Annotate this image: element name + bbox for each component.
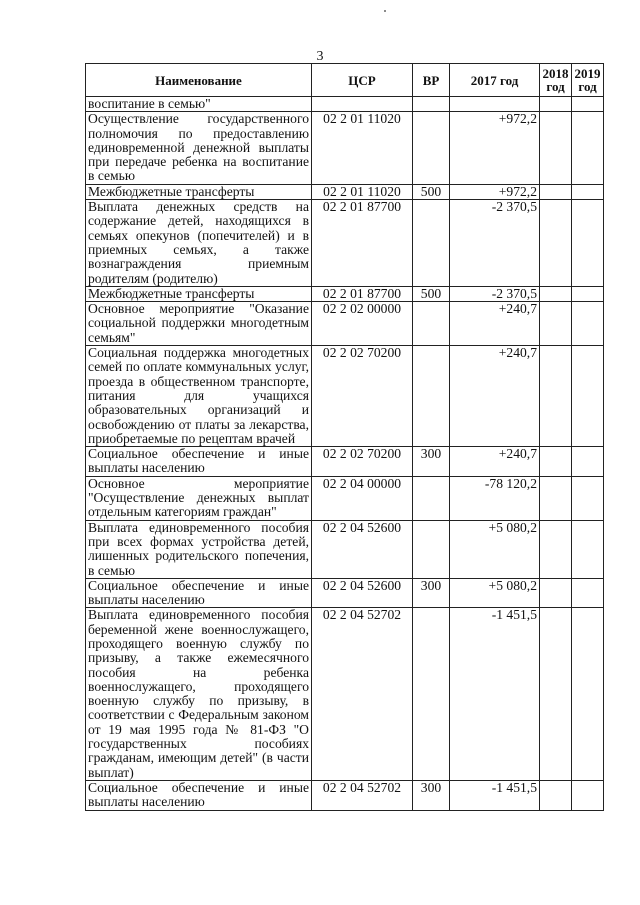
row-csr-cell: 02 2 01 87700: [312, 286, 413, 301]
row-csr-cell: 02 2 04 00000: [312, 476, 413, 520]
row-amount-2017-cell: +5 080,2: [450, 520, 540, 578]
table-row: [86, 346, 604, 447]
row-amount-2018-cell: [540, 578, 572, 608]
row-amount-2019-cell: [572, 302, 604, 346]
row-amount-2017-cell: -2 370,5: [450, 286, 540, 301]
table-row: [86, 286, 604, 301]
row-amount-2018-cell: [540, 184, 572, 199]
row-vr-cell: [413, 200, 450, 287]
row-amount-2017-cell: +5 080,2: [450, 578, 540, 608]
row-csr-cell: 02 2 04 52600: [312, 578, 413, 608]
header-2017: 2017 год: [450, 64, 540, 97]
header-name: Наименование: [86, 64, 312, 97]
row-amount-2017-cell: -1 451,5: [450, 608, 540, 781]
row-amount-2018-cell: [540, 286, 572, 301]
row-amount-2017-cell: +240,7: [450, 302, 540, 346]
row-csr-cell: 02 2 02 70200: [312, 447, 413, 477]
row-amount-2019-cell: [572, 346, 604, 447]
row-csr-cell: 02 2 04 52702: [312, 608, 413, 781]
row-amount-2019-cell: [572, 200, 604, 287]
row-amount-2017-cell: -2 370,5: [450, 200, 540, 287]
row-csr-cell: 02 2 04 52600: [312, 520, 413, 578]
row-csr-cell: 02 2 01 11020: [312, 112, 413, 184]
table-row: [86, 447, 604, 477]
row-name-cell: Межбюджетные трансферты: [86, 286, 312, 301]
row-vr-cell: [413, 97, 450, 112]
row-amount-2019-cell: [572, 608, 604, 781]
table-row: [86, 97, 604, 112]
row-vr-cell: [413, 476, 450, 520]
row-csr-cell: 02 2 02 00000: [312, 302, 413, 346]
row-amount-2018-cell: [540, 447, 572, 477]
row-amount-2018-cell: [540, 476, 572, 520]
row-name-cell: Социальное обеспечение и иные выплаты населению: [86, 780, 312, 810]
row-amount-2019-cell: [572, 184, 604, 199]
row-name-cell: Выплата единовременного пособия при всех формах устройства детей, лишенных родительского попечения, в семью: [86, 520, 312, 578]
row-amount-2018-cell: [540, 302, 572, 346]
row-vr-cell: 500: [413, 286, 450, 301]
row-name-cell: Социальное обеспечение и иные выплаты населению: [86, 447, 312, 477]
table-row: [86, 780, 604, 810]
row-vr-cell: [413, 302, 450, 346]
row-name-cell: Межбюджетные трансферты: [86, 184, 312, 199]
row-name-cell: Социальная поддержка многодетных семей по оплате коммунальных услуг, проезда в общественном транспорте, питания для учащихся образовательных организаций и освобождению от платы за лекарства, приобретаемые по рецептам врачей: [86, 346, 312, 447]
page-number: 3: [316, 49, 324, 64]
row-name-cell: Осуществление государственного полномочия по предоставлению единовременной денежной выплаты при передаче ребенка на воспитание в семью: [86, 112, 312, 184]
table-row: [86, 520, 604, 578]
row-csr-cell: [312, 97, 413, 112]
row-vr-cell: [413, 520, 450, 578]
table-row: [86, 302, 604, 346]
row-csr-cell: 02 2 01 87700: [312, 200, 413, 287]
row-vr-cell: [413, 346, 450, 447]
row-vr-cell: [413, 112, 450, 184]
row-name-cell: Основное мероприятие "Осуществление денежных выплат отдельным категориям граждан": [86, 476, 312, 520]
row-amount-2018-cell: [540, 520, 572, 578]
row-name-cell: Выплата единовременного пособия беременной жене военнослужащего, проходящего военную службу по призыву, а также ежемесячного пособия на ребенка военнослужащего, проходящего военную службу по призыву, в соответствии с Федеральным законом от 19 мая 1995 года № 81-ФЗ "О государственных пособиях гражданам, имеющим детей" (в части выплат): [86, 608, 312, 781]
row-csr-cell: 02 2 02 70200: [312, 346, 413, 447]
row-vr-cell: 300: [413, 780, 450, 810]
row-amount-2017-cell: +972,2: [450, 184, 540, 199]
row-amount-2017-cell: +972,2: [450, 112, 540, 184]
row-amount-2017-cell: +240,7: [450, 447, 540, 477]
row-amount-2019-cell: [572, 112, 604, 184]
row-amount-2017-cell: [450, 97, 540, 112]
row-amount-2018-cell: [540, 112, 572, 184]
row-amount-2019-cell: [572, 520, 604, 578]
row-vr-cell: 500: [413, 184, 450, 199]
row-name-cell: Выплата денежных средств на содержание детей, находящихся в семьях опекунов (попечителей) и в приемных семьях, а также вознаграждения приемным родителям (родителю): [86, 200, 312, 287]
row-amount-2017-cell: +240,7: [450, 346, 540, 447]
budget-table: [85, 63, 604, 811]
table-row: [86, 578, 604, 608]
row-amount-2018-cell: [540, 608, 572, 781]
row-vr-cell: [413, 608, 450, 781]
table-row: [86, 476, 604, 520]
row-amount-2019-cell: [572, 780, 604, 810]
table-row: [86, 184, 604, 199]
row-amount-2019-cell: [572, 97, 604, 112]
row-amount-2018-cell: [540, 97, 572, 112]
row-name-cell: воспитание в семью": [86, 97, 312, 112]
row-amount-2018-cell: [540, 200, 572, 287]
row-amount-2018-cell: [540, 346, 572, 447]
row-vr-cell: 300: [413, 578, 450, 608]
row-amount-2019-cell: [572, 447, 604, 477]
row-amount-2019-cell: [572, 286, 604, 301]
scan-speck: [384, 10, 386, 12]
row-vr-cell: 300: [413, 447, 450, 477]
header-vr: ВР: [413, 64, 450, 97]
row-amount-2019-cell: [572, 578, 604, 608]
row-amount-2017-cell: -1 451,5: [450, 780, 540, 810]
row-csr-cell: 02 2 01 11020: [312, 184, 413, 199]
table-row: [86, 200, 604, 287]
row-csr-cell: 02 2 04 52702: [312, 780, 413, 810]
row-amount-2018-cell: [540, 780, 572, 810]
table-row: [86, 112, 604, 184]
header-2019: 2019 год: [572, 64, 604, 97]
row-name-cell: Социальное обеспечение и иные выплаты населению: [86, 578, 312, 608]
header-csr: ЦСР: [312, 64, 413, 97]
row-amount-2019-cell: [572, 476, 604, 520]
row-name-cell: Основное мероприятие "Оказание социальной поддержки многодетным семьям": [86, 302, 312, 346]
table-row: [86, 608, 604, 781]
header-2018: 2018 год: [540, 64, 572, 97]
row-amount-2017-cell: -78 120,2: [450, 476, 540, 520]
